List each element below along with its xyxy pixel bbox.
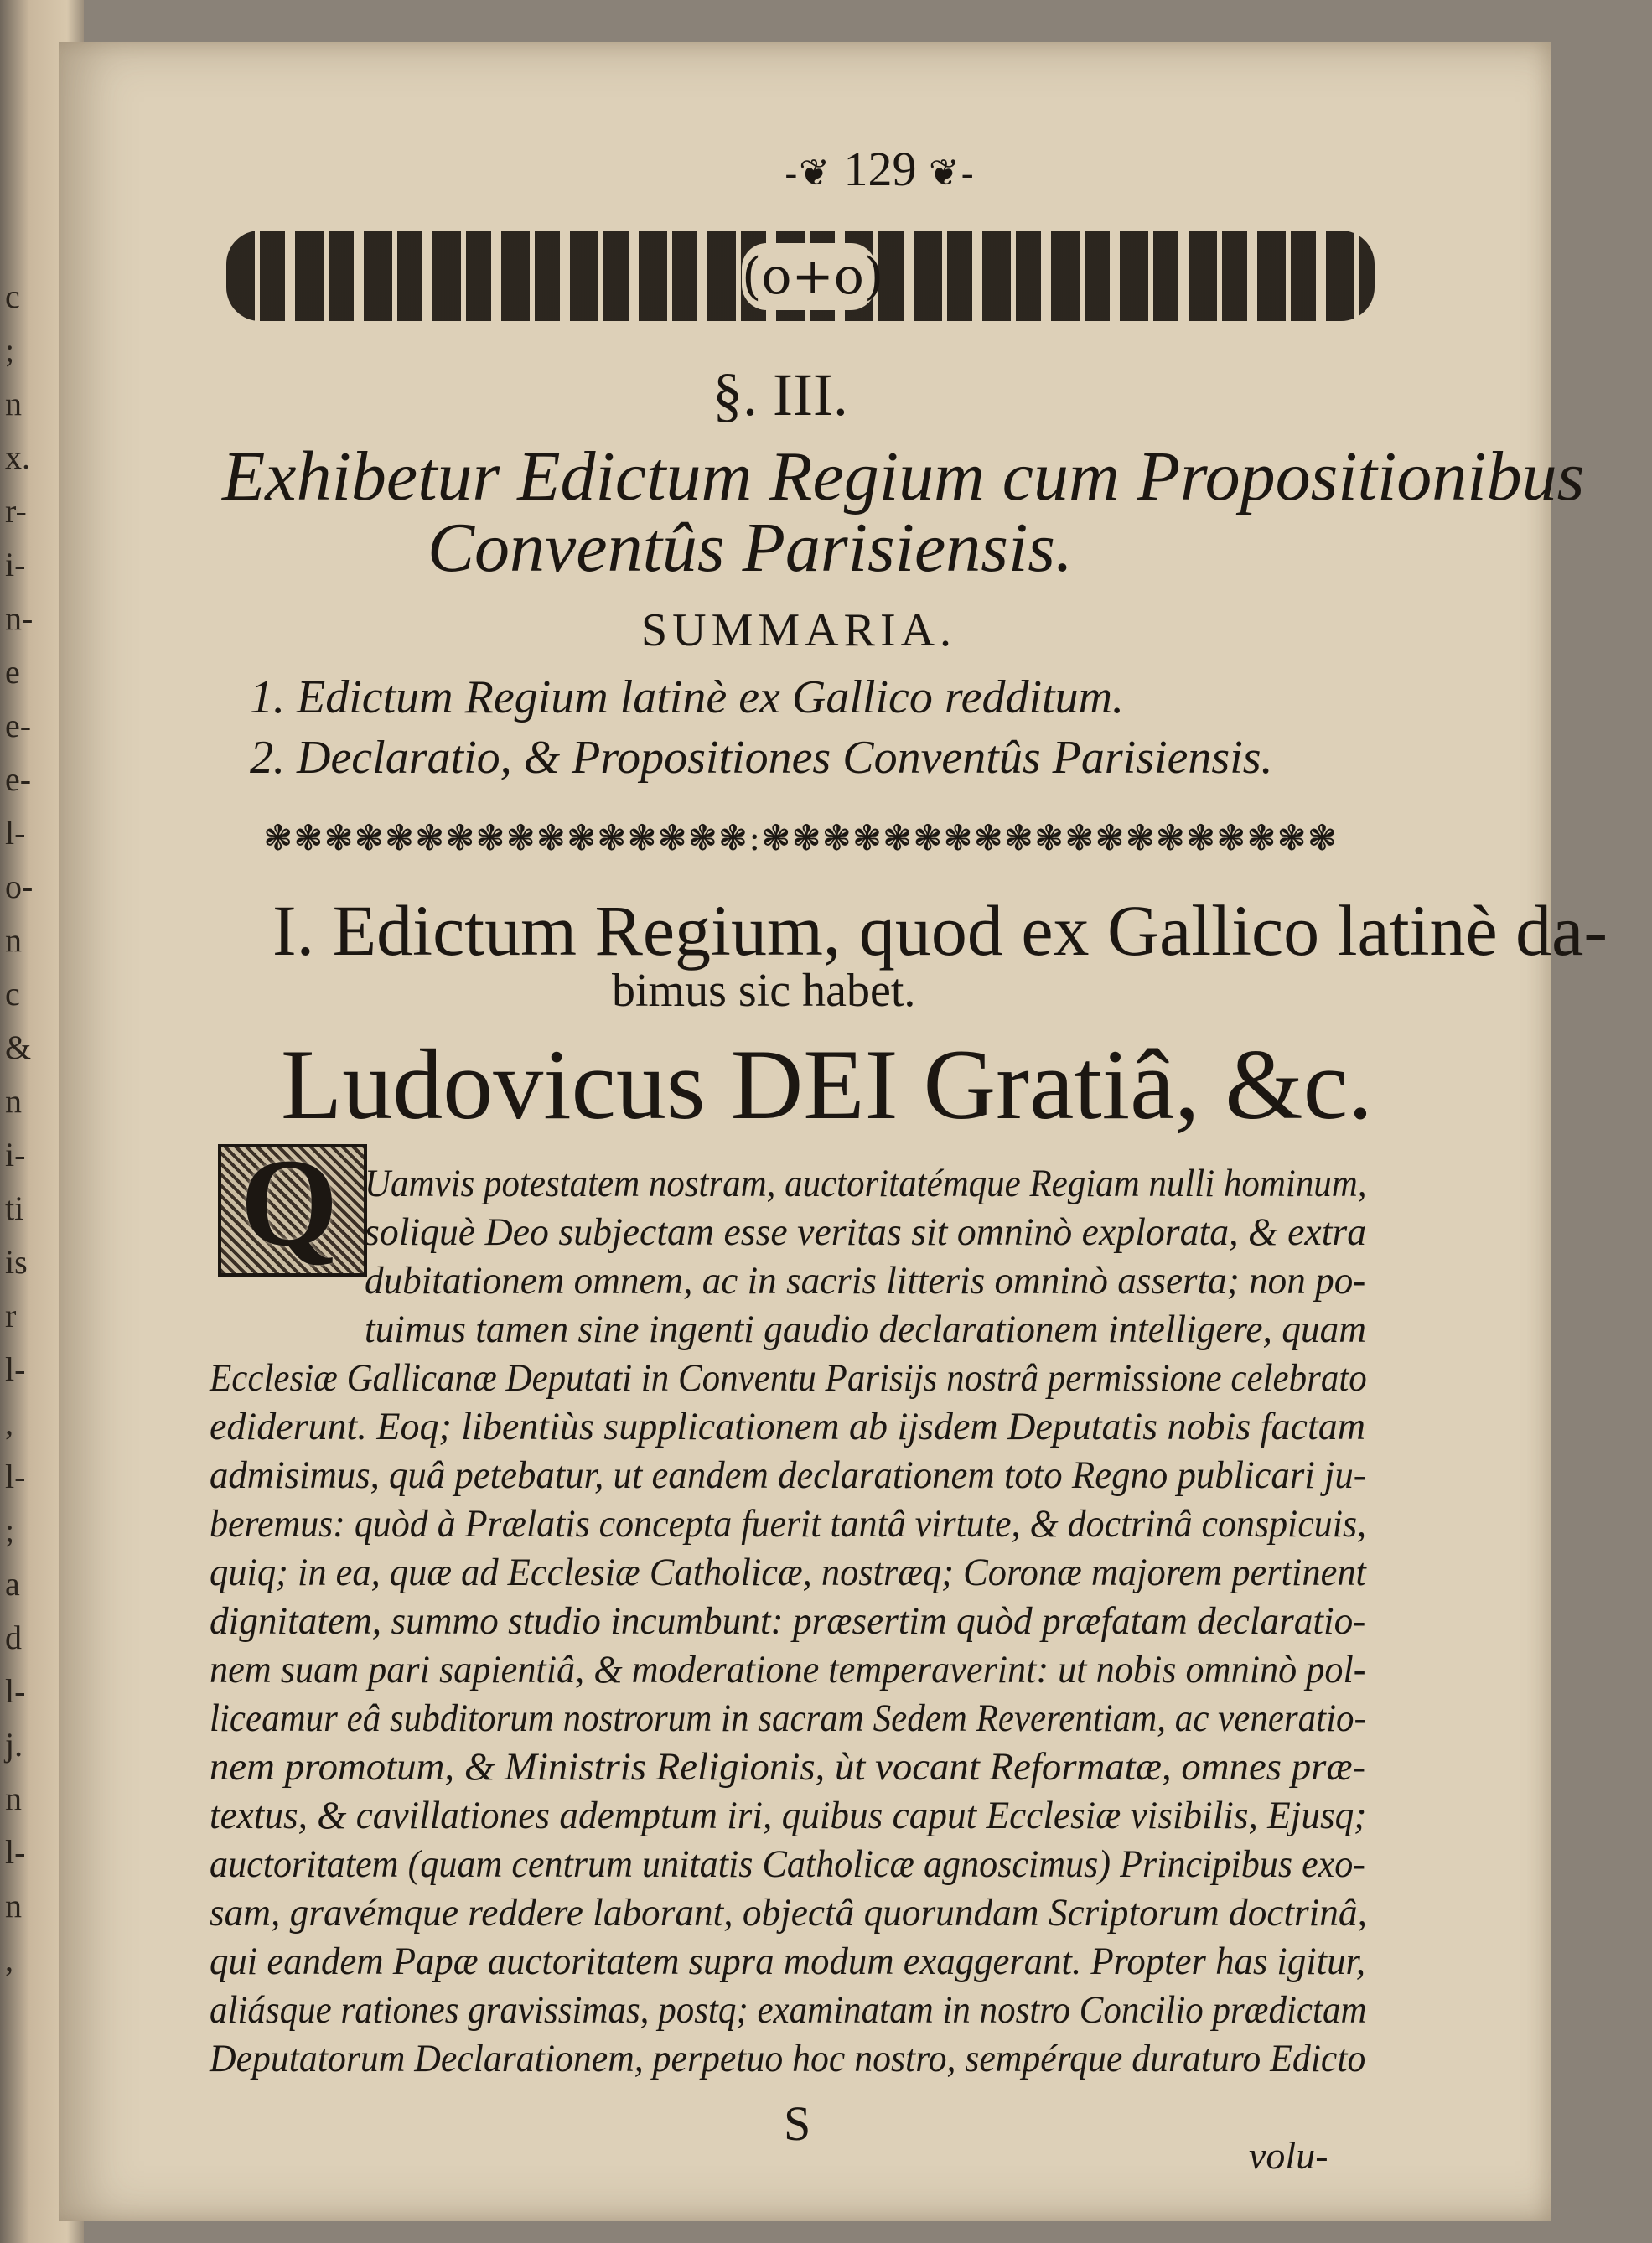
body-line: Uamvis potestatem nostram, auctoritatémque Regiam nulli hominum,: [365, 1162, 1367, 1205]
body-line: soliquè Deo subjectam esse veritas sit omninò explorata, & extra: [365, 1210, 1367, 1254]
facing-page-fragment: is: [5, 1243, 28, 1281]
ornament-divider-row: ❃❃❃❃❃❃❃❃❃❃❃❃❃❃❃❃:❃❃❃❃❃❃❃❃❃❃❃❃❃❃❃❃❃❃❃: [263, 817, 1338, 858]
facing-page-fragment: e-: [5, 707, 32, 744]
salutation-heading: Ludovicus DEI Gratiâ, &c.: [281, 1028, 1373, 1140]
page-number: [671, 141, 1090, 197]
body-line: textus, & cavillationes ademptum iri, quibus caput Ecclesiæ visibilis, Ejusq;: [210, 1794, 1367, 1837]
signature-mark: S: [784, 2096, 811, 2151]
body-line: nem promotum, & Ministris Religionis, ùt vocant Reformatæ, omnes præ-: [210, 1745, 1366, 1789]
body-line: Deputatorum Declarationem, perpetuo hoc nostro, sempérque duraturo Edicto: [210, 2037, 1366, 2080]
body-line: tuimus tamen sine ingenti gaudio declarationem intelligere, quam: [365, 1308, 1367, 1351]
facing-page-fragment: c: [5, 277, 20, 315]
section-title-line-1: Exhibetur Edictum Regium cum Propositionibus: [222, 438, 1585, 515]
facing-page-fragment: a: [5, 1565, 20, 1603]
facing-page-fragment: n: [5, 921, 22, 959]
section-number: §. III.: [712, 361, 848, 428]
section-title-line-2: Conventûs Parisiensis.: [427, 509, 1073, 587]
facing-page-fragment: l-: [5, 814, 26, 852]
body-line: quiq; in ea, quæ ad Ecclesiæ Catholicæ, nostræq; Coronæ majorem pertinent: [210, 1551, 1366, 1594]
facing-page-fragment: n: [5, 385, 22, 422]
body-line: qui eandem Papæ auctoritatem supra modum exaggerant. Propter has igitur,: [210, 1940, 1366, 1983]
facing-page-fragment: j.: [5, 1726, 23, 1764]
facing-page-fragment: l-: [5, 1833, 26, 1871]
header-ornament-right-icon: ❦-: [929, 153, 976, 194]
body-line: dignitatem, summo studio incumbunt: præsertim quòd præfatam declaratio-: [210, 1599, 1366, 1643]
facing-page-fragment: r: [5, 1297, 17, 1334]
edict-heading-line-1: I. Edictum Regium, quod ex Gallico latinè da-: [272, 890, 1608, 971]
facing-page-fragment: ,: [5, 1940, 13, 1978]
facing-page-fragment: n: [5, 1887, 22, 1924]
facing-page-fragment: i-: [5, 1136, 26, 1173]
book-page: [59, 42, 1608, 2221]
facing-page-fragment: o-: [5, 868, 34, 905]
facing-page-fragment: r-: [5, 492, 27, 530]
body-line: sam, gravémque reddere laborant, objectâ quorundam Scriptorum doctrinâ,: [210, 1891, 1367, 1935]
body-line: liceamur eâ subditorum nostrorum in sacram Sedem Reverentiam, ac veneratio-: [210, 1696, 1366, 1740]
body-line: aliásque rationes gravissimas, postq; examinatam in nostro Concilio prædictam: [210, 1988, 1367, 2032]
facing-page-fragment: c: [5, 975, 20, 1013]
facing-page-fragment: l-: [5, 1350, 26, 1388]
summary-item-1: 1. Edictum Regium latinè ex Gallico redditum.: [250, 671, 1125, 723]
facing-page-fragment: l-: [5, 1458, 26, 1495]
facing-page-fragment: d: [5, 1619, 22, 1656]
facing-page-fragment: ;: [5, 1511, 15, 1549]
body-line: beremus: quòd à Prælatis concepta fuerit tantâ virtute, & doctrinâ conspicuis,: [210, 1502, 1367, 1546]
facing-page-fragment: i-: [5, 546, 26, 583]
facing-page-fragment: e: [5, 653, 20, 691]
headpiece-center-ornament: (o+o): [742, 243, 876, 310]
facing-page-fragment: n: [5, 1082, 22, 1120]
facing-page-fragment: n-: [5, 599, 34, 637]
body-line: auctoritatem (quam centrum unitatis Catholicæ agnoscimus) Principibus exo-: [210, 1842, 1366, 1886]
body-line: dubitationem omnem, ac in sacris litteris omninò asserta; non po-: [365, 1259, 1366, 1303]
body-line: ediderunt. Eoq; libentiùs supplicationem ab ijsdem Deputatis nobis factam: [210, 1405, 1365, 1448]
summary-item-2: 2. Declaratio, & Propositiones Conventûs Parisiensis.: [250, 732, 1273, 784]
body-line: admisimus, quâ petebatur, ut eandem declarationem toto Regno publicari ju-: [210, 1453, 1366, 1497]
catchword: volu-: [1249, 2134, 1328, 2177]
facing-page-fragment: e-: [5, 760, 32, 798]
facing-page-fragment: ,: [5, 1404, 13, 1442]
summaria-heading: SUMMARIA.: [641, 604, 957, 656]
facing-page-fragment: ;: [5, 331, 15, 369]
facing-page-fragment: &: [5, 1028, 32, 1066]
body-line: nem suam pari sapientiâ, & moderatione temperaverint: ut nobis omninò pol-: [210, 1648, 1366, 1691]
facing-page-fragment: x.: [5, 438, 30, 476]
decorated-initial-letter: Q: [240, 1133, 339, 1272]
facing-page-fragment: n: [5, 1779, 22, 1817]
body-line: Ecclesiæ Gallicanæ Deputati in Conventu Parisijs nostrâ permissione celebrato: [210, 1356, 1367, 1400]
facing-page-fragment: l-: [5, 1672, 26, 1710]
page-number-value: 129: [843, 142, 917, 196]
facing-page-fragment: ti: [5, 1189, 24, 1227]
header-ornament-left-icon: -❦: [785, 153, 831, 194]
edict-heading-line-2: bimus sic habet.: [612, 965, 916, 1017]
